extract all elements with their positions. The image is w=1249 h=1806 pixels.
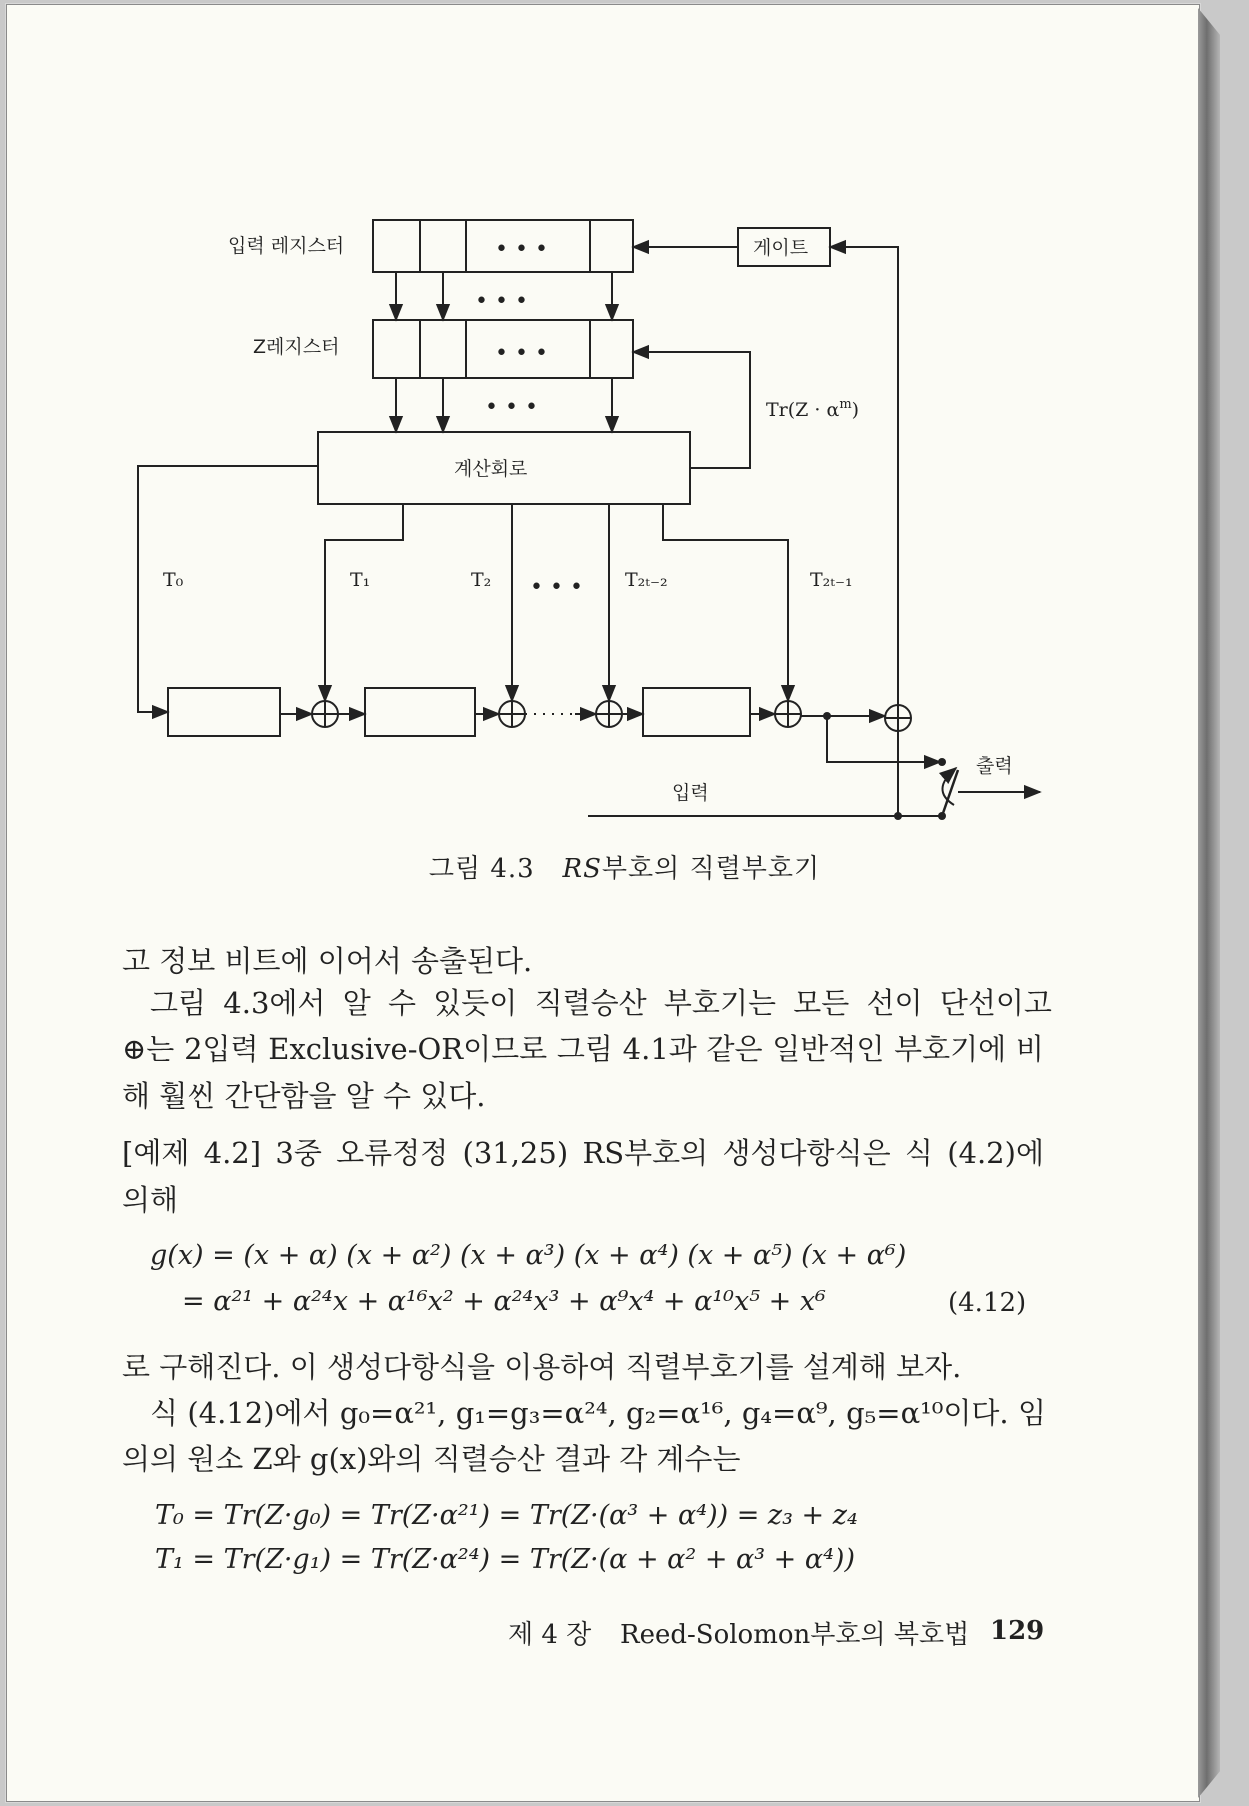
paragraph-3 <box>122 1130 1044 1224</box>
footer-chapter: 제 4 장 <box>508 1620 592 1650</box>
reg-dots-1: • • • <box>495 237 548 262</box>
caption-text: 부호의 직렬부호기 <box>601 854 821 884</box>
figure-caption <box>0 848 1249 885</box>
output-label: 출력 <box>976 755 1013 777</box>
xor-gate-3 <box>596 701 622 727</box>
delay-block-1 <box>168 688 280 736</box>
p3-line-1: [예제 4.2] 3중 오류정정 (31,25) RS부호의 생성다항식은 식 (4.2)에 <box>122 1136 1044 1170</box>
p2-line-3: 해 훨씬 간단함을 알 수 있다. <box>122 1079 486 1113</box>
xor-gate-5 <box>885 705 911 731</box>
delay-block-3 <box>643 688 750 736</box>
gate-label: 게이트 <box>753 237 809 259</box>
label-t2: T₂ <box>471 569 492 591</box>
input-label: 입력 <box>672 782 709 804</box>
z-register-label: Z레지스터 <box>253 336 340 358</box>
output-switch <box>942 770 958 816</box>
paragraph-4 <box>122 1344 1044 1391</box>
p2-line-2: ⊕는 2입력 Exclusive-OR이므로 그림 4.1과 같은 일반적인 부호기에 비 <box>122 1032 1044 1066</box>
xor-gate-4 <box>775 701 801 727</box>
delay-block-2 <box>365 688 475 736</box>
t-dots: • • • <box>530 575 583 600</box>
p5-line-2: 의의 원소 Z와 g(x)와의 직렬승산 결과 각 계수는 <box>122 1442 741 1476</box>
label-t2t-2: T₂ₜ₋₂ <box>625 569 668 591</box>
reg-dots-4: • • • <box>485 395 538 420</box>
p4-line: 로 구해진다. 이 생성다항식을 이용하여 직렬부호기를 설계해 보자. <box>122 1350 962 1384</box>
footer-title: Reed-Solomon부호의 복호법 <box>620 1620 970 1650</box>
compute-circuit-label: 계산회로 <box>454 458 528 480</box>
paragraph-2b <box>122 1026 1044 1120</box>
xor-gate-2 <box>499 701 525 727</box>
paragraph-5b <box>122 1436 1044 1483</box>
p3-line-2: 의해 <box>122 1183 179 1217</box>
paragraph-5 <box>150 1390 1046 1437</box>
page-number: 129 <box>990 1616 1045 1646</box>
paragraph-1 <box>122 938 1044 985</box>
equation-t0: T₀ = Tr(Z·g₀) = Tr(Z·α²¹) = Tr(Z·(α³ + α⁴)) = z₃ + z₄ <box>155 1500 858 1531</box>
equation-gx: g(x) = (x + α) (x + α²) (x + α³) (x + α⁴) (x + α⁵) (x + α⁶) <box>150 1240 907 1271</box>
xor-gate-1 <box>312 701 338 727</box>
p5-line-1: 식 (4.12)에서 g₀=α²¹, g₁=g₃=α²⁴, g₂=α¹⁶, g₄=α⁹, g₅=α¹⁰이다. 임 <box>150 1396 1046 1430</box>
reg-dots-2: • • • <box>475 289 528 314</box>
label-t0: T₀ <box>163 569 184 591</box>
p2-line-1: 그림 4.3에서 알 수 있듯이 직렬승산 부호기는 모든 선이 단선이고 <box>150 986 1052 1020</box>
input-register-label: 입력 레지스터 <box>228 235 345 257</box>
reg-dots-3: • • • <box>495 341 548 366</box>
equation-number: (4.12) <box>948 1288 1027 1318</box>
caption-rs: RS <box>562 854 602 884</box>
tr-feedback-label: $Tr(Z \cdot \alpha^m)$ <box>766 397 860 421</box>
p1-line: 고 정보 비트에 이어서 송출된다. <box>122 944 533 978</box>
equation-expanded: = α²¹ + α²⁴x + α¹⁶x² + α²⁴x³ + α⁹x⁴ + α¹⁰x⁵ + x⁶ <box>182 1286 826 1317</box>
equation-t1: T₁ = Tr(Z·g₁) = Tr(Z·α²⁴) = Tr(Z·(α + α² + α³ + α⁴)) <box>155 1544 855 1575</box>
caption-number: 그림 4.3 <box>428 854 535 884</box>
label-t1: T₁ <box>350 569 371 591</box>
label-t2t-1: T₂ₜ₋₁ <box>810 569 853 591</box>
paragraph-2 <box>150 980 1052 1027</box>
